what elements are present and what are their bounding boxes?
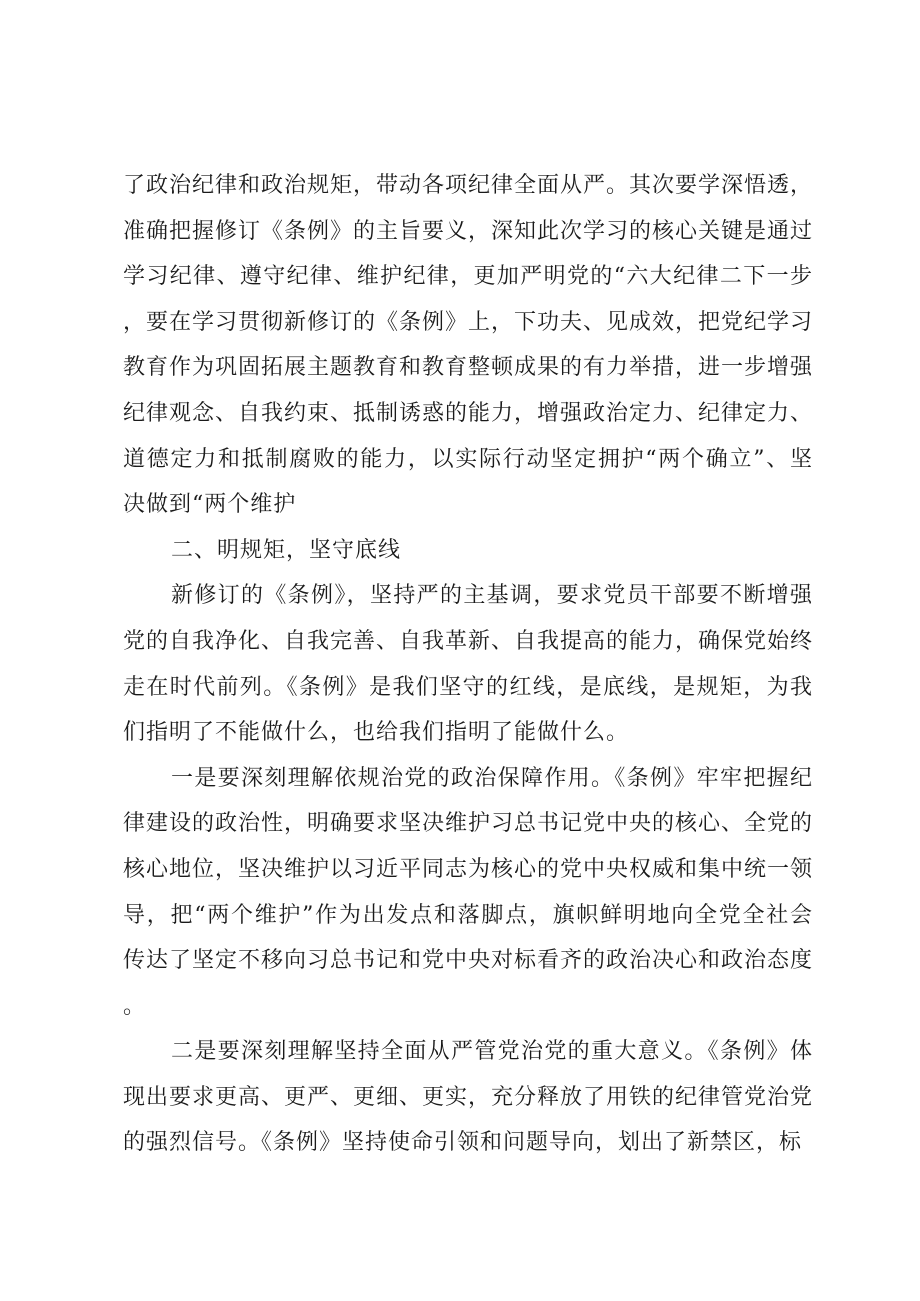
section-heading: 二、明规矩，坚守底线 [171, 537, 402, 563]
document-body [123, 163, 813, 1166]
body-paragraph-2: 新修订的《条例》，坚持严的主基调，要求党员干部要不断增强党的自我净化、自我完善、自我革新、自我提高的能力，确保党始终走在时代前列。《条例》是我们坚守的红线，是底线，是规矩，为我们指明了不能做什么，也给我们指明了能做什么。 [123, 583, 814, 746]
body-paragraph-4: 二是要深刻理解坚持全面从严管党治党的重大意义。《条例》体现出要求更高、更严、更细、更实，充分释放了用铁的纪律管党治党的强烈信号。《条例》坚持使命引领和问题导向，划出了新禁区，标 [123, 1039, 814, 1156]
body-paragraph-1: 了政治纪律和政治规矩，带动各项纪律全面从严。其次要学深悟透，准确把握修订《条例》的主旨要义，深知此次学习的核心关键是通过学习纪律、遵守纪律、维护纪律，更加严明党的“六大纪律二下一步，要在学习贯彻新修订的《条例》上，下功夫、见成效，把党纪学习教育作为巩固拓展主题教育和教育整顿成果的有力举措，进一步增强纪律观念、自我约束、抵制诱惑的能力，增强政治定力、纪律定力、道德定力和抵制腐败的能力，以实际行动坚定拥护“两个确立”、坚决做到“两个维护 [123, 173, 814, 518]
body-paragraph-3: 一是要深刻理解依规治党的政治保障作用。《条例》牢牢把握纪律建设的政治性，明确要求坚决维护习总书记党中央的核心、全党的核心地位，坚决维护以习近平同志为核心的党中央权威和集中统一领导，把“两个维护”作为出发点和落脚点，旗帜鲜明地向全党全社会传达了坚定不移向习总书记和党中央对标看齐的政治决心和政治态度。 [123, 765, 814, 1019]
